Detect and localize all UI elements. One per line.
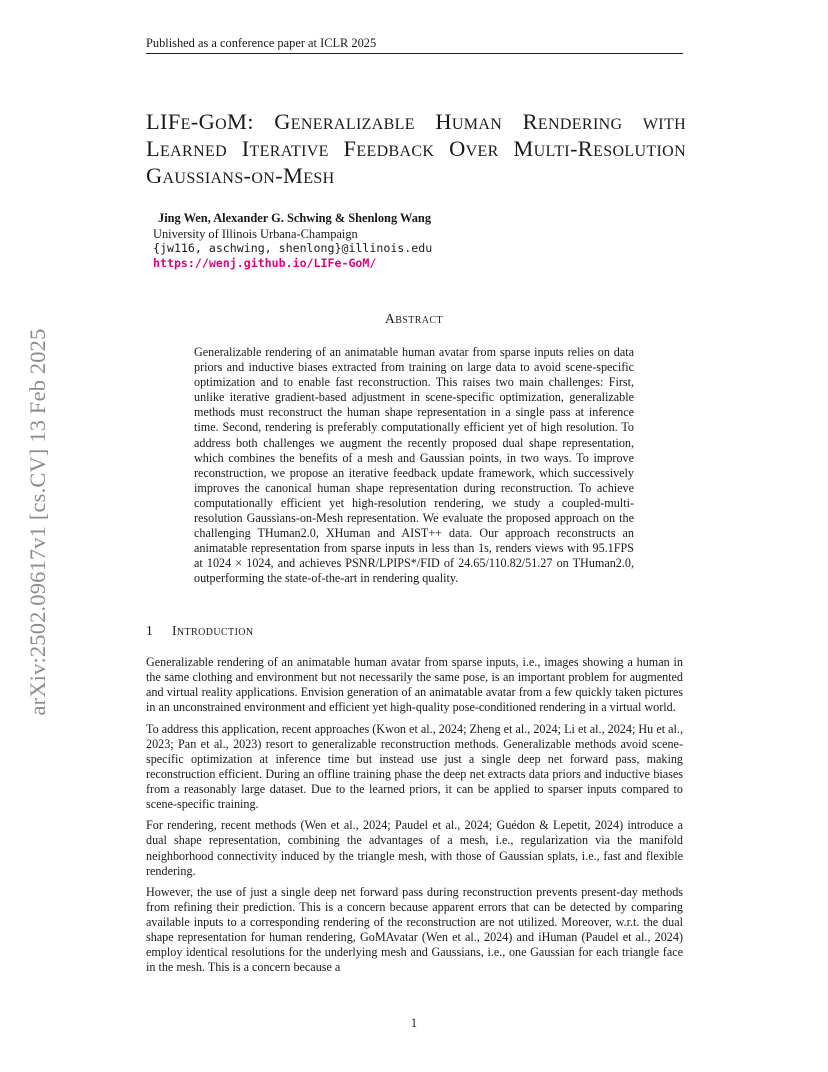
conference-header: Published as a conference paper at ICLR 2025 — [146, 36, 377, 50]
author-affiliation: University of Illinois Urbana-Champaign — [153, 227, 358, 241]
introduction-body — [146, 655, 683, 982]
arxiv-identifier-stamp: arXiv:2502.09617v1 [cs.CV] 13 Feb 2025 — [25, 328, 50, 716]
author-list: Jing Wen, Alexander G. Schwing & Shenlong Wang — [158, 211, 432, 225]
intro-paragraph-1: Generalizable rendering of an animatable human avatar from sparse inputs, i.e., images showing a human in the same clothing and environment but not necessarily the same pose, is an important problem for augmented and virtual reality applications. Envision generation of an animatable avatar from a few quickly taken pictures in an unconstrained environment and efficient yet high-quality pose-conditioned rendering in a virtual world. — [146, 655, 683, 715]
intro-paragraph-3: For rendering, recent methods (Wen et al., 2024; Paudel et al., 2024; Guédon & Lepetit, 2024) introduce a dual shape representation, combining the advantages of a mesh, i.e., regularization via the manifold neighborhood connectivity induced by the triangle mesh, with those of Gaussian splats, i.e., fast and flexible rendering. — [146, 818, 683, 878]
project-page-link[interactable]: https://wenj.github.io/LIFe-GoM/ — [153, 256, 377, 270]
intro-paragraph-4: However, the use of just a single deep net forward pass during reconstruction prevents present-day methods from refining their prediction. This is a concern because apparent errors that can be detected by comparing available inputs to a corresponding rendering of the reconstruction are not utilized. Moreover, w.r.t. the dual shape representation for human rendering, GoMAvatar (Wen et al., 2024) and iHuman (Paudel et al., 2024) employ identical resolutions for the underlying mesh and Gaussians, i.e., one Gaussian for each triangle face in the mesh. This is a concern because a — [146, 884, 683, 975]
paper-title: LIFe-GoM: Generalizable Human Rendering with Learned Iterative Feedback Over Multi-Resolution Gaussians-on-Mesh — [146, 109, 686, 188]
page-number: 1 — [410, 1016, 418, 1030]
intro-paragraph-2: To address this application, recent approaches (Kwon et al., 2024; Zheng et al., 2024; Li et al., 2024; Hu et al., 2023; Pan et al., 2023) resort to generalizable reconstruction methods. Generalizable methods avoid scene-specific optimization at inference time but instead use just a single deep net forward pass, making reconstruction efficient. During an offline training phase the deep net extracts data priors and inductive biases from a reasonably large dataset. Due to the learned priors, it can be applied to sparser inputs compared to scene-specific training. — [146, 721, 683, 812]
header-rule — [146, 53, 683, 54]
section-title: Introduction — [172, 623, 254, 638]
abstract-heading: Abstract — [384, 311, 444, 326]
author-email: {jw116, aschwing, shenlong}@illinois.edu — [153, 241, 433, 255]
abstract-text: Generalizable rendering of an animatable human avatar from sparse inputs relies on data priors and inductive biases extracted from training on large data to avoid scene-specific optimization and to enable fast reconstruction. This raises two main challenges: First, unlike iterative gradient-based adjustment in scene-specific optimization, generalizable methods must reconstruct the human shape representation in a single pass at inference time. Second, rendering is preferably computationally efficient yet of high resolution. To address both challenges we augment the recently proposed dual shape representation, which combines the benefits of a mesh and Gaussian points, in two ways. To improve reconstruction, we propose an iterative feedback update framework, which successively improves the canonical human shape representation during reconstruction. To achieve computationally efficient yet high-resolution rendering, we study a coupled-multi-resolution Gaussians-on-Mesh representation. We evaluate the proposed approach on the challenging THuman2.0, XHuman and AIST++ data. Our approach reconstructs an animatable representation from sparse inputs in less than 1s, renders views with 95.1FPS at 1024 × 1024, and achieves PSNR/LPIPS*/FID of 24.65/110.82/51.27 on THuman2.0, outperforming the state-of-the-art in rendering quality. — [194, 345, 634, 586]
section-heading-introduction — [146, 622, 254, 639]
section-number: 1 — [146, 623, 153, 638]
